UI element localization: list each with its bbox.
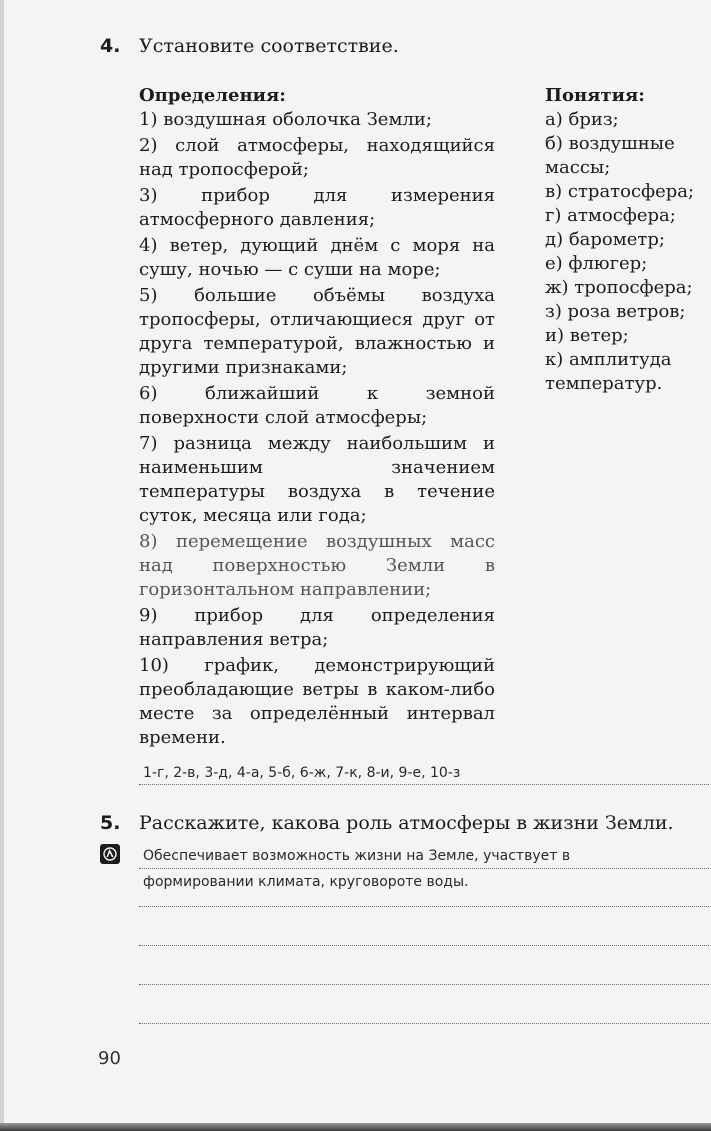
task-5-question: Расскажите, какова роль атмосферы в жизни Земли. <box>139 812 674 834</box>
answer-line <box>139 945 709 946</box>
definition-item: 7) разница между наибольшим и наименьшим значением температуры воздуха в течение суток, месяца или года; <box>139 433 495 526</box>
definition-item: 9) прибор для определения направления ветра; <box>139 605 495 650</box>
answer-line <box>139 868 709 869</box>
answer-line <box>139 784 709 785</box>
definition-item: 2) слой атмосферы, находящийся над тропосферой; <box>139 135 495 180</box>
definition-item: 10) график, демонстрирующий преобладающие ветры в каком-либо месте за определённый интервал времени. <box>139 655 495 748</box>
task-5-answer-line-1: Обеспечивает возможность жизни на Земле, участвует в <box>143 848 571 864</box>
task-4-answer: 1-г, 2-в, 3-д, 4-а, 5-б, 6-ж, 7-к, 8-и, 9-е, 10-з <box>143 765 461 781</box>
concept-item: а) бриз; <box>545 109 619 130</box>
concept-item: б) воздушные массы; <box>545 133 675 178</box>
answer-line <box>139 984 709 985</box>
definition-item: 1) воздушная оболочка Земли; <box>139 109 432 130</box>
concept-item: е) флюгер; <box>545 253 648 274</box>
letter-l-icon <box>100 844 120 864</box>
concept-item: г) атмосфера; <box>545 205 676 226</box>
definitions-column <box>139 84 495 752</box>
page-bottom-edge <box>0 1123 711 1131</box>
concept-item: з) роза ветров; <box>545 301 686 322</box>
task-4-number: 4. <box>100 35 121 57</box>
concept-item: ж) тропосфера; <box>545 277 693 298</box>
concepts-column <box>545 84 711 396</box>
concept-item: и) ветер; <box>545 325 629 346</box>
task-5-number: 5. <box>100 812 121 834</box>
task-5-answer-line-2: формировании климата, круговороте воды. <box>143 874 469 890</box>
answer-line <box>139 1023 709 1024</box>
answer-line <box>139 906 709 907</box>
concept-item: в) стратосфера; <box>545 181 695 202</box>
concepts-title: Понятия: <box>545 85 645 106</box>
definition-item: 4) ветер, дующий днём с моря на сушу, ночью — с суши на море; <box>139 235 495 280</box>
concept-item: к) амплитуда температур. <box>545 349 672 394</box>
definitions-title: Определения: <box>139 85 286 106</box>
concept-item: д) барометр; <box>545 229 665 250</box>
definition-item: 3) прибор для измерения атмосферного давления; <box>139 185 495 230</box>
definition-item: 6) ближайший к земной поверхности слой атмосферы; <box>139 383 495 428</box>
definition-item: 5) большие объёмы воздуха тропосферы, отличающиеся друг от друга температурой, влажностью и другими признаками; <box>139 285 495 378</box>
definition-item: 8) перемещение воздушных масс над поверхностью Земли в горизонтальном направлении; <box>139 531 495 600</box>
page-left-edge <box>0 0 4 1131</box>
page-number: 90 <box>98 1048 121 1069</box>
task-4-question: Установите соответствие. <box>139 35 399 57</box>
